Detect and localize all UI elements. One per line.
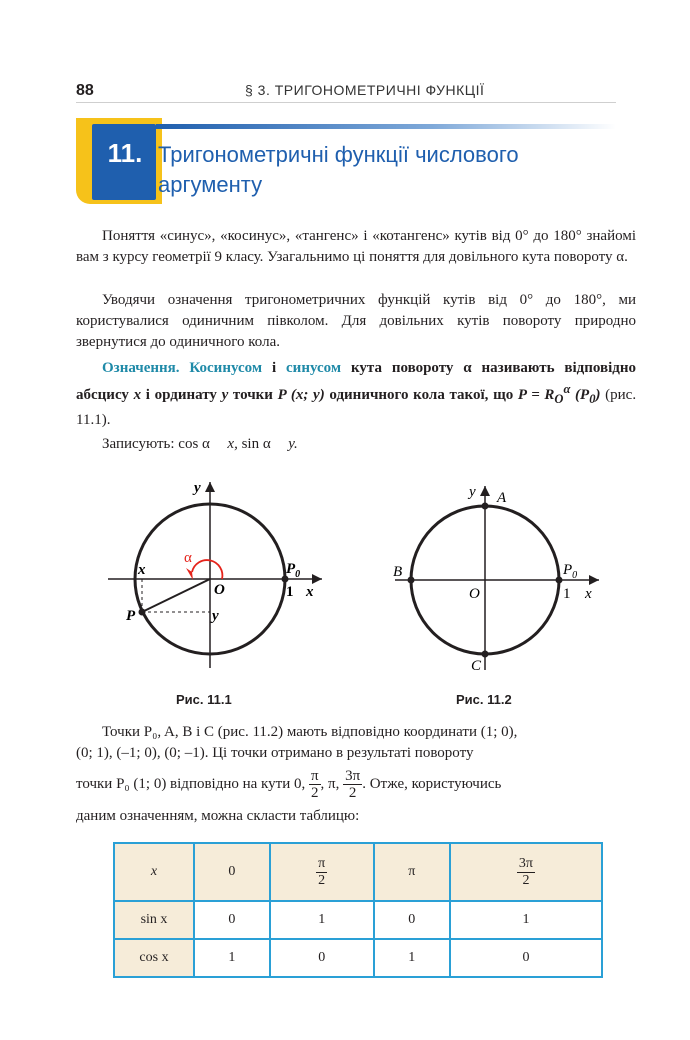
- definition-ref: (рис. 11.1).: [76, 387, 637, 428]
- page-number: 88: [76, 82, 94, 99]
- fig1-x-label: x: [306, 584, 314, 600]
- definition-point: P (x; y): [277, 387, 325, 403]
- definition-x: x: [133, 387, 142, 403]
- running-head: § 3. ТРИГОНОМЕТРИЧНІ ФУНКЦІЇ: [245, 82, 485, 98]
- table-row: [114, 939, 602, 977]
- table-cell: 0: [374, 901, 450, 939]
- definition-y: y: [221, 387, 229, 403]
- table-header-cell: $\frac{\pi}{2}$: [270, 843, 374, 901]
- banner-stripe: [156, 124, 616, 129]
- table-header-cell: $\frac{3\pi}{2}$: [450, 843, 602, 901]
- fig2-p0-label: $P_0$: [563, 562, 578, 581]
- fig1-origin-label: O: [214, 582, 225, 598]
- fig2-x-label: x: [585, 586, 592, 602]
- section-title-line2: аргументу: [158, 172, 263, 197]
- fig1-x-projection-label: x: [138, 562, 146, 578]
- definition-and: і: [271, 360, 277, 376]
- paragraph-3-line4: даним означенням, можна скласти таблицю:: [76, 808, 360, 824]
- figure-11-2: [385, 480, 605, 676]
- figure-11-1: [100, 476, 330, 676]
- table-cell: 1: [270, 901, 374, 939]
- table-cell: 0: [450, 939, 602, 977]
- table-cell: 1: [450, 901, 602, 939]
- fig2-origin-label: O: [469, 586, 480, 602]
- table-cell: 1: [194, 939, 270, 977]
- table-cell: 0: [270, 939, 374, 977]
- definition-label: Означення.: [102, 360, 180, 376]
- trig-values-table: [113, 842, 603, 978]
- table-header-row: [114, 843, 602, 901]
- figure-11-2-caption: Рис. 11.2: [456, 692, 512, 707]
- figure-11-1-caption: Рис. 11.1: [176, 692, 232, 707]
- fig2-point-c-label: C: [471, 658, 482, 674]
- definition-text-1: кута повороту α називають відповідно абсцису: [76, 360, 636, 403]
- table-cell: 1: [374, 939, 450, 977]
- table-row: [114, 901, 602, 939]
- table-header-cell: π: [374, 843, 450, 901]
- section-number: 11.: [107, 138, 143, 168]
- paragraph-1: Поняття «синус», «косинус», «тангенс» і «котангенс» кутів від 0° до 180° знайомі вам з курсу геометрії 9 класу. Узагальнимо ці поняття для довільного кута повороту α.: [76, 228, 636, 265]
- paragraph-3-line2: (0; 1), (–1; 0), (0; –1). Ці точки отримано в результаті повороту: [76, 745, 474, 761]
- fig1-p0-label: $P_0$: [286, 561, 301, 580]
- definition-text-3: точки: [232, 387, 273, 403]
- fig1-y-label: y: [194, 480, 201, 496]
- section-title-line1: Тригонометричні функції числового: [158, 142, 519, 167]
- paragraph-2: Уводячи означення тригонометричних функцій кутів від 0° до 180°, ми користувалися одиничним півколом. Для довільних кутів повороту природно звернутися до одиничного кола.: [76, 292, 636, 350]
- fraction-3pi-over-2: $\frac{3\pi}{2}$: [345, 768, 361, 801]
- definition-formula: $P = R_O^\alpha$ $(P_0)$: [517, 382, 601, 406]
- definition-term-cos: Косинусом: [189, 360, 263, 376]
- header-divider: [76, 102, 616, 103]
- section-title: [158, 140, 608, 200]
- table-header-x: x: [114, 843, 194, 901]
- fig2-one-label: 1: [563, 586, 571, 602]
- paragraph-3-line3: точки P₀ (1; 0) відповідно на кути 0, $\frac{\pi}{2}$ , π, $\frac{3\pi}{2}$ . Отже, користуючись: [76, 768, 502, 801]
- paragraph-3-line1: Точки P₀, A, B і C (рис. 11.2) мають відповідно координати (1; 0),: [102, 724, 518, 740]
- table-row-label-sin: sin x: [114, 901, 194, 939]
- definition-text-4: одиничного кола такої, що: [329, 387, 514, 403]
- fig1-y-projection-label: y: [212, 608, 219, 624]
- fraction-pi-over-2: $\frac{\pi}{2}$: [310, 768, 319, 801]
- fig1-alpha-label: α: [184, 550, 192, 566]
- table-row-label-cos: cos x: [114, 939, 194, 977]
- fig2-y-label: y: [469, 484, 476, 500]
- paragraph-3: [76, 722, 636, 827]
- fig2-point-a-label: A: [497, 490, 507, 506]
- definition-paragraph: [76, 358, 636, 431]
- fig2-point-b-label: B: [393, 564, 403, 580]
- table-cell: 0: [194, 901, 270, 939]
- definition-term-sin: синусом: [286, 360, 342, 376]
- notation-line: Записують: cos α x, sin α y.: [102, 436, 298, 452]
- definition-text-2: і ординату: [145, 387, 217, 403]
- section-banner: [76, 118, 616, 208]
- table-header-cell: 0: [194, 843, 270, 901]
- fig1-one-label: 1: [286, 584, 294, 600]
- fig1-point-label: P: [126, 608, 136, 624]
